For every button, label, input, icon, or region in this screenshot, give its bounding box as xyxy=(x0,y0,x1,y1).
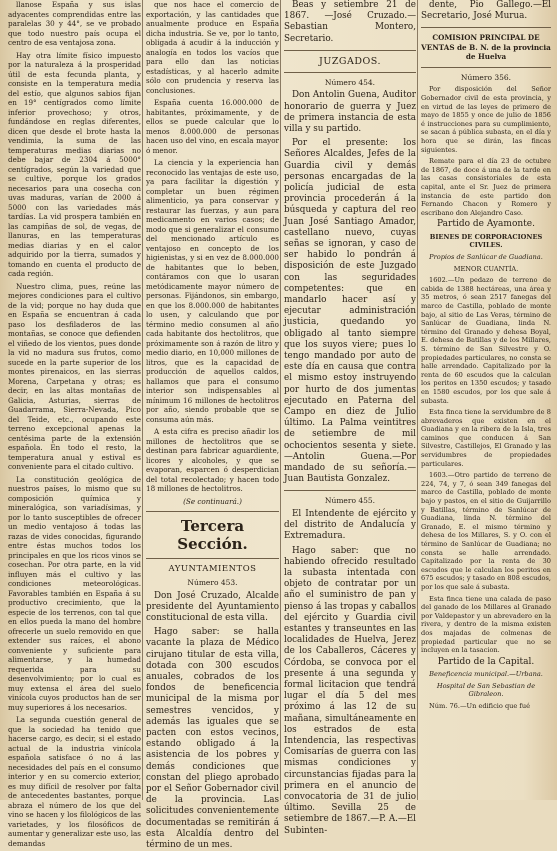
notice-body: Hago saber: se halla vacante la plaza de Médico cirujano titular de esta villa, dotada con 300 escudos anuales, cobrados de los fondos de beneficencia municipal de la misma por semestres vencidos, y además las iguales que se pacten con estos vecinos, estando obligado á la asistencia de los pobres y demás condiciones que constan del pliego aprobado por el Señor Gobernador civil de la provincia. Las solicitudes convenientemente documentadas se remitirán á esta Alcaldía dentro del término de un mes. xyxy=(146,627,279,850)
column-2 xyxy=(146,0,279,850)
notice-number: Número 356. xyxy=(460,72,512,82)
paragraph: dente, Pio Gallego.—El Secretario, José Murua. xyxy=(421,0,551,22)
district-heading: Partido de la Capital. xyxy=(437,656,535,667)
divider xyxy=(146,558,279,559)
paragraph: que nos hace el comercio de exportación, y las cantidades que anualmente produce en España dicha industria. Se ve, por lo tanto, obligada á acudir á la inducción y analogía en todos los vacíos que para ello dan las noticias estadísticas, y al hacerlo admite sólo con prudencia y reserva las conclusiones. xyxy=(146,0,279,95)
divider xyxy=(284,50,416,51)
section-title: JUZGADOS. xyxy=(319,55,381,67)
subcategory-heading: Hospital de San Sebastian de Gibraleon. xyxy=(436,681,536,699)
property-item: 1602.—Un pedazo de terreno de cabida de 1388 hectáreas, una área y 35 metros, ó sean 2517 fanegas del marco de Castilla, poblado de monte bajo, al sitio de Las Veras, término de Sanlúcar de Guadiana, linda N. término del Granado y dehesa Boyal, E. dehesa de Batillas y de los Millares, S. término de San Silvestre y O. propiedades particulares, no consta se halle arrendado. Capitalizado por la renta de 60 escudos que la calculan los peritos en 1350 escudos; y tasado en 1580 escudos, por los que sale á subasta. xyxy=(421,276,551,405)
divider xyxy=(146,511,279,512)
paragraph: La constitución geológica de nuestros países, lo mismo que su composición química y mineralógica, son variadísimas, y por lo tanto susceptibles de ofrecer un medio ventajoso á todas las razas de vides conocidas, figurando entre éstas muchos todos los principales en que los ricos vinos se cosechan. Por otra parte, en la vid influyen más el cultivo y las condiciones meteorológicas. Favorables también en España á su productivo crecimiento, que la especie de los terrenos, con tal que en ellos pueda la mano del hombre ofrecerle un suelo removido en que extender sus raíces, el abono conveniente y suficiente para alimentarse, y la humedad requerida para su desenvolvimiento; por lo cual es muy extensa el área del suelo vinícola cuyos productos han de ser muy superiores á los necesarios. xyxy=(8,474,141,712)
paragraph: Beas y setiembre 21 de 1867. —José Cruzado.—Sebastian Montero, Secretario. xyxy=(284,0,416,44)
paragraph: Hay otra límite físico impuesto por la naturaleza á la prosperidad útil de esta fecunda planta, y consiste en la temperatura media del estío, que algunos sabios fijan en 19° centígrados como límite inferior provechoso; y otros, fundándose en reglas diferentes, dicen que desde el brote hasta la vendimia, la suma de las temperaturas medias diarias no debe bajar de 2304 á 5000° centígrados, según la variedad que se cultive, porque los grados necesarios para una cosecha con uvas maduras, varían de 2000 á 5000 con las variedades más tardías. La vid prospera también en las campiñas de sol, de vegas, de llanuras, en las temperaturas medias diarias y en el calor adquirido por la tierra, sumados y tomando en cuenta el producto de cada región. xyxy=(8,50,141,278)
paragraph: España cuenta 16.000.000 de habitantes, próximamente, y de ellos se puede calcular que lo menos 8.000.000 de personas hacen uso del vino, en escala mayor ó menor. xyxy=(146,98,279,155)
property-item: Núm. 76.—Un edificio que fué xyxy=(429,702,530,710)
column-rule xyxy=(142,0,143,800)
column-1 xyxy=(8,0,141,848)
notice-body: Por disposición del Señor Gobernador civil de esta provincia, y en virtud de las leyes de primero de mayo de 1855 y once de julio de 1856 é instrucciones para su cumplimiento, se sacan á pública subasta, en el día y hora que se dirán, las fincas siguientes. xyxy=(421,85,551,154)
subcategory-heading: Propios de Sanlúcar de Guadiana. xyxy=(429,253,543,261)
property-item: 1603.—Otro partido de terreno de 224, 74, y 7, ó sean 349 fanegas del marco de Castilla, poblado de monte bajo y pastos, en el sitio de Guijarrillo y Batillas, término de Sanlúcar de Guadiana, linda N. término del Granado, E. el mismo término y dehesa de los Millares, S. y O. con el término de Sanlúcar de Guadiana; no consta se halle arrendado. Capitalizado por la renta de 30 escudos que le calculan los peritos en 675 escudos; y tasado en 808 escudos, por los que sale á subasta. xyxy=(421,471,551,591)
divider xyxy=(421,27,551,28)
paragraph: llanose España y sus islas adyacentes comprendidas entre las paralelas 30 y 44°, se ve probado que todo nuestro país ocupa el centro de esa ventajosa zona. xyxy=(8,0,141,47)
column-rule xyxy=(280,0,281,800)
value-heading: MENOR CUANTÍA. xyxy=(453,264,519,273)
column-4 xyxy=(421,0,551,800)
continued-note: (Se continuará.) xyxy=(183,496,242,506)
section-subtitle: AYUNTAMIENTOS xyxy=(168,564,257,574)
notice-number: Número 455. xyxy=(324,496,376,506)
notice-heading: Don Antolin Guena, Auditor honorario de guerra y Juez de primera instancia de esta villa y su partido. xyxy=(284,90,416,134)
divider xyxy=(284,72,416,73)
notice-body: Por el presente: los Señores Alcaldes, Jefes de la Guardia civil y demás personas encargadas de la policía judicial de esta provincia procederán á la búsqueda y captura del reo Juan José Santiago Amador, castellano nuevo, cuyas señas se ignoran, y caso de ser habido lo pondrán á disposición de este Juzgado con las seguridades competentes: que en mandarlo hacer así y ejecutar administración justicia, quedando yo obligado al tanto siempre que los suyos viere; pues lo tengo mandado por auto de este día en causa que contra el mismo estoy instruyendo por hurto de dos jumentas ejecutado en Paterna del Campo en diez de Julio último. La Palma veintitres de setiembre de mil ochocientos sesenta y siete.—Antolin Guena.—Por mandado de su señoría.—Juan Bautista Gonzalez. xyxy=(284,138,416,485)
category-heading: BIENES DE CORPORACIONES CIVILES. xyxy=(429,232,543,250)
notice-heading: Don José Cruzado, Alcalde presidente del Ayuntamiento constitucional de esta villa. xyxy=(146,590,279,623)
paragraph: La segunda cuestión general de que la sociedad ha tenido que hacerse cargo, es decir, si el estado actual de la industria vinícola española satisface ó no á las necesidades del país en el consumo interior y en su comercio exterior, es muy difícil de resolver por falta de antecedentes bastantes, porque abraza el número de los que del vino se hacen y los filológicos de las varietades, y los filosóficos de aumentar y generalizar este uso, las demandas xyxy=(8,715,141,848)
notice-number: Número 453. xyxy=(187,578,238,587)
divider xyxy=(284,490,416,491)
paragraph: Nuestro clima, pues, reúne las mejores condiciones para el cultivo de la vid; porque no hay duda que en España se encuentran á cada paso los desfiladeros de las montañas, se conoce que defienden el viñedo de los vientos, pues donde la vid no madura sus frutos, como sucede en la parte superior de los montes pirenaicos, en las sierras Morena, Carpetana y otras; es decir, en las altas montañas de Galicia, Asturias, sierras de Guadarrama, Sierra-Nevada, Pico del Teide, etc., ocupando este terreno excepcional apenas la centésima parte de la extensión española. En todo el resto, la temperatura anual y estival es conveniente para el citado cultivo. xyxy=(8,281,141,471)
notice-body: Hago saber: que no habiendo ofrecido resultado la subasta intentada con objeto de contratar por un año el suministro de pan y pienso á las tropas y caballos del ejército y Guardia civil estantes y transeuntes en las localidades de Huelva, Jerez de los Caballeros, Cáceres y Córdoba, se convoca por el presente á una segunda y formal licitacion que tendrá lugar el día 5 del mes próximo á las 12 de su mañana, simultáneamente en los estrados de esta Intendencia, las respectivas Comisarías de guerra con las mismas condiciones y circunstancias fijadas para la primera en el anuncio de convocatoria de 31 de julio último. Sevilla 25 de setiembre de 1867.—P. A.—El Subinten- xyxy=(284,545,416,836)
column-3 xyxy=(284,0,416,836)
property-item: Esta finca tiene una calada de paso del ganado de los Millares al Granado por Valdepastor y un abrevadero en la rivera, y dentro de la misma existen dos majadas de colmenas de propiedad particular que no se incluyen en la tasacion. xyxy=(421,594,551,655)
divider xyxy=(421,67,551,68)
category-heading: Beneficencia municipal.—Urbana. xyxy=(429,670,543,679)
section-title: Tercera Sección. xyxy=(177,517,248,553)
paragraph: A esta cifra es preciso añadir los millones de hectolitros que se destinan para fabricar aguardiente, licores y alcoholes, y que se evaporan, esparcen ó desperdician del total recolectado; y hacen todo 18 millones de hectolitros. xyxy=(146,427,279,493)
notice-heading: El Intendente de ejército y del distrito de Andalucía y Extremadura. xyxy=(284,508,416,542)
district-heading: Partido de Ayamonte. xyxy=(437,219,535,230)
property-item: Esta finca tiene la servidumbre de 8 abrevaderos que existen en el Guadiana y en la ribera de la Isla, tres caminos que conducen á San Silvestre, Castillejos, El Granado y las servidumbres de propiedades particulares. xyxy=(421,408,551,468)
section-title: COMISION PRINCIPAL DE VENTAS de B. N. de la provincia de Huelva xyxy=(421,33,551,62)
column-rule xyxy=(417,0,418,800)
paragraph: La ciencia y la experiencia han reconocido las ventajas de este uso, ya para facilitar la digestión y completar un buen régimen alimenticio, ya para conservar y restaurar las fuerzas, y aun para medicamento en varios casos; de modo que si generalizar el consumo del mencionado artículo es ventajoso en concepto de los higienistas, y si en vez de 8.000.000 de habitantes que lo beben, contáramos con que lo usaran metódicamente mayor número de personas. Fijándonos, sin embargo, en que los 8.000.000 de habitantes lo usen, y calculando que por término medio consumen al año cada habitante dos hectolitros, que próximamente son á razón de litro y medio diario, en 10,000 millones de litros, que es la capacidad de producción de aquellos caldos, hallamos que para el consumo interior son indispensables al mínimum 16 millones de hectolitros por año, siendo probable que se consuma aún más. xyxy=(146,158,279,424)
notice-body: Remate para el día 23 de octubre de 1867, de doce á una de la tarde en las casas consistoriales de esta capital, ante el Sr. Juez de primera instancia de este partido don Fernando Chacon y Romero y escribano don Alejandro Caso. xyxy=(421,157,551,217)
notice-number: Número 454. xyxy=(324,77,376,87)
